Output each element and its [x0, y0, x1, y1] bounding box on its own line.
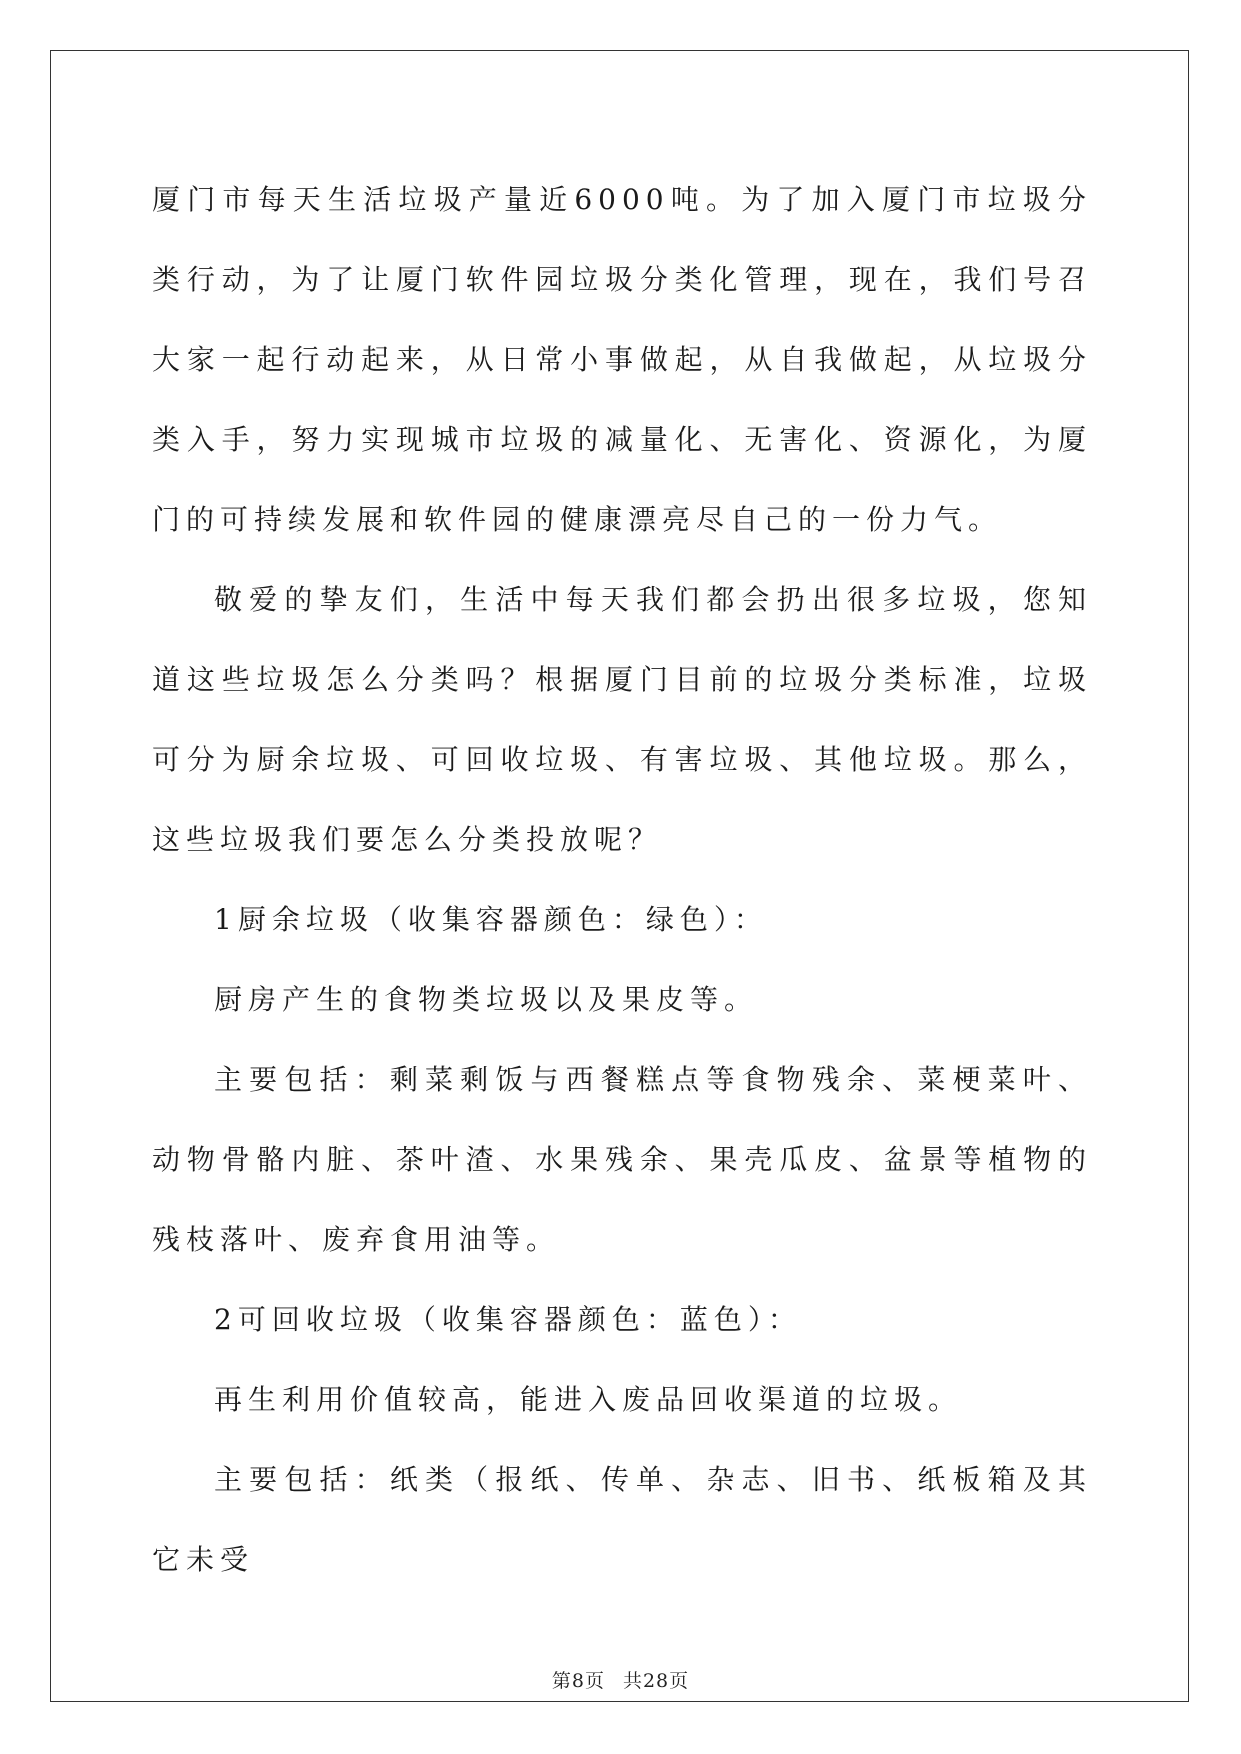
page-footer: [0, 1666, 1241, 1693]
paragraph-recyclable-definition: 再生利用价值较高，能进入废品回收渠道的垃圾。: [214, 1383, 963, 1416]
page-number: 第8页: [551, 1670, 605, 1692]
paragraph-1: 厦门市每天生活垃圾产量近6000吨。为了加入厦门市垃圾分类行动，为了让厦门软件园垃圾分类化管理，现在，我们号召大家一起行动起来，从日常小事做起，从自我做起，从垃圾分类入手，努力实现城市垃圾的减量化、无害化、资源化，为厦门的可持续发展和软件园的健康漂亮尽自己的一份力气。: [152, 183, 1092, 536]
document-body: [152, 160, 1092, 1600]
section-heading-kitchen-waste: 1厨余垃圾（收集容器颜色：绿色）：: [214, 903, 768, 936]
paragraph-kitchen-waste-definition: 厨房产生的食物类垃圾以及果皮等。: [214, 983, 759, 1016]
section-heading-recyclable-waste: 2可回收垃圾（收集容器颜色：蓝色）：: [214, 1303, 802, 1336]
page-total: 共28页: [622, 1670, 690, 1692]
paragraph-kitchen-waste-items: 主要包括：剩菜剩饭与西餐糕点等食物残余、菜梗菜叶、动物骨骼内脏、茶叶渣、水果残余、果壳瓜皮、盆景等植物的残枝落叶、废弃食用油等。: [152, 1063, 1092, 1256]
paragraph-recyclable-items: 主要包括：纸类（报纸、传单、杂志、旧书、纸板箱及其它未受: [152, 1463, 1092, 1576]
paragraph-2: 敬爱的挚友们，生活中每天我们都会扔出很多垃圾，您知道这些垃圾怎么分类吗？根据厦门目前的垃圾分类标准，垃圾可分为厨余垃圾、可回收垃圾、有害垃圾、其他垃圾。那么，这些垃圾我们要怎么分类投放呢？: [152, 583, 1092, 856]
